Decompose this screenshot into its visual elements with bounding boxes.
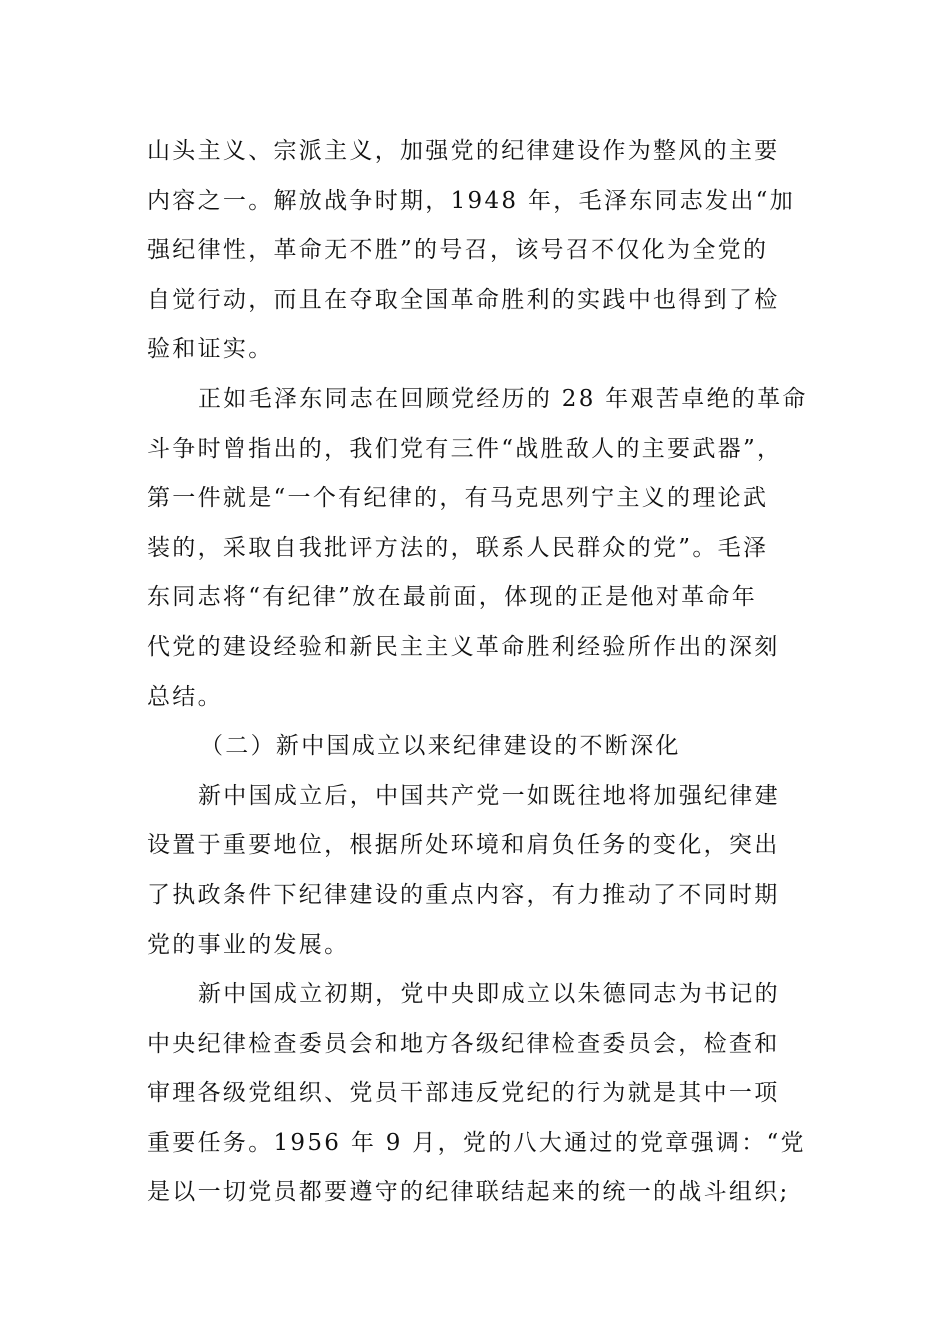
- document-page: [147, 127, 808, 1218]
- text-line-first: 新中国成立后，中国共产党一如既往地将加强纪律建: [198, 782, 780, 809]
- text-line: 是以一切党员都要遵守的纪律联结起来的统一的战斗组织;: [147, 1179, 790, 1206]
- text-line: 审理各级党组织、党员干部违反党纪的行为就是其中一项: [147, 1080, 780, 1107]
- text-line: 东同志将“有纪律”放在最前面，体现的正是他对革命年: [147, 584, 758, 611]
- text-line: 代党的建设经验和新民主主义革命胜利经验所作出的深刻: [147, 633, 780, 660]
- paragraph: [147, 772, 787, 970]
- text-line: 了执政条件下纪律建设的重点内容，有力推动了不同时期: [147, 881, 780, 908]
- text-line: 设置于重要地位，根据所处环境和肩负任务的变化，突出: [147, 832, 780, 859]
- text-line: 第一件就是“一个有纪律的，有马克思列宁主义的理论武: [147, 485, 769, 512]
- text-line: 自觉行动，而且在夺取全国革命胜利的实践中也得到了检: [147, 286, 780, 313]
- text-line: 强纪律性，革命无不胜”的号召，该号召不仅化为全党的: [147, 237, 769, 264]
- text-line: 验和证实。: [147, 336, 274, 363]
- paragraph-continued: [147, 127, 796, 375]
- text-line: 山头主义、宗派主义，加强党的纪律建设作为整风的主要: [147, 138, 780, 164]
- text-line-first: 新中国成立初期，党中央即成立以朱德同志为书记的: [198, 981, 780, 1008]
- text-line: 装的，采取自我批评方法的，联系人民群众的党”。毛泽: [147, 534, 769, 561]
- text-line: 总结。: [147, 683, 223, 710]
- text-line: 斗争时曾指出的，我们党有三件“战胜敌人的主要武器”，: [147, 435, 783, 462]
- text-line-first: 正如毛泽东同志在回顾党经历的 28 年艰苦卓绝的革命: [198, 385, 808, 412]
- paragraph: [147, 375, 808, 722]
- section-heading-text: （二）新中国成立以来纪律建设的不断深化: [200, 733, 681, 760]
- text-line: 党的事业的发展。: [147, 931, 350, 958]
- text-line: 中央纪律检查委员会和地方各级纪律检查委员会，检查和: [147, 1030, 780, 1057]
- section-heading: [147, 722, 787, 772]
- text-line: 内容之一。解放战争时期，1948 年，毛泽东同志发出“加: [147, 187, 796, 214]
- paragraph: [147, 970, 806, 1218]
- text-line: 重要任务。1956 年 9 月，党的八大通过的党章强调：“党: [147, 1129, 806, 1156]
